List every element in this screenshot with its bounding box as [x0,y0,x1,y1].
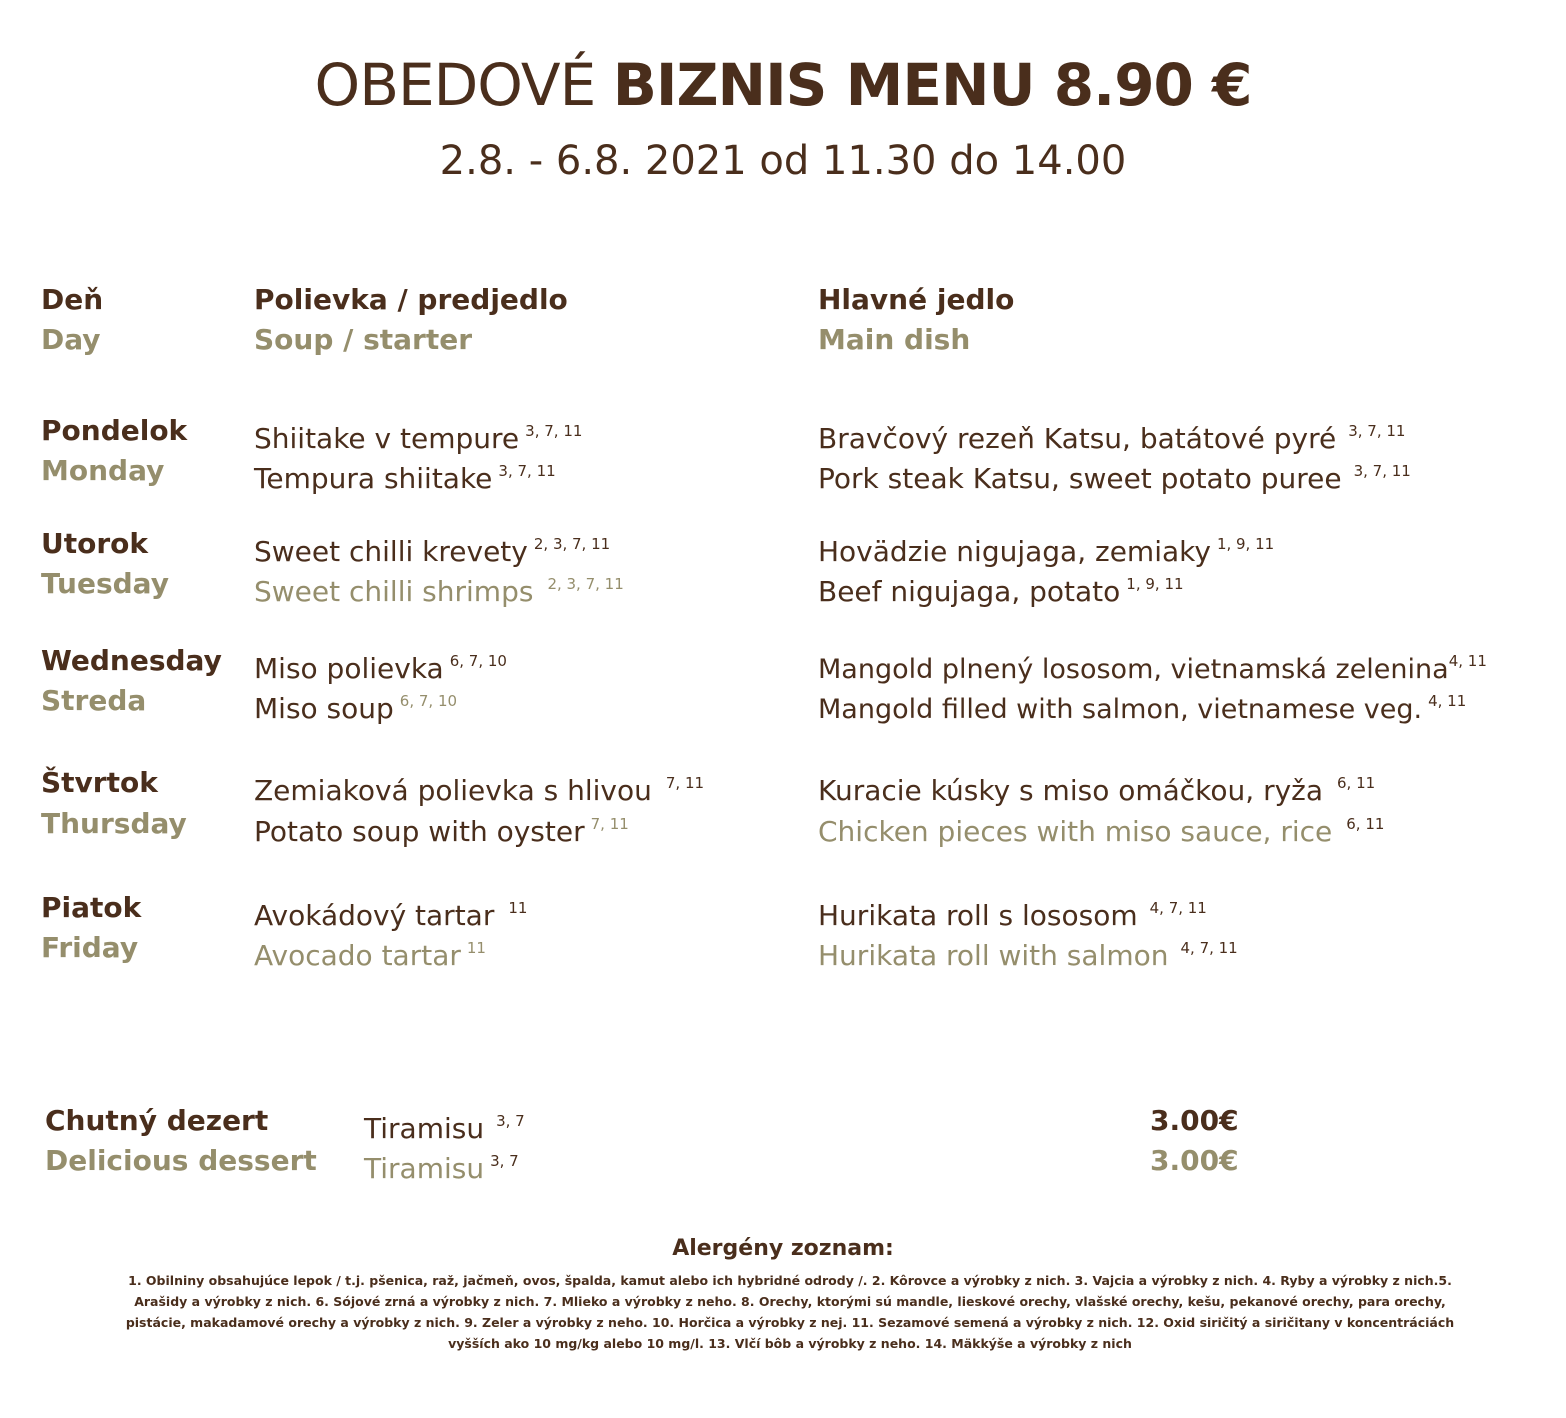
soup-sk: Sweet chilli krevety $^{2, 3, 7, 11}$ [254,535,611,568]
allergen-codes: 3, 7, 11 [1348,422,1406,440]
col-soup-en: Soup / starter [254,323,473,356]
allergen-codes: 6, 11 [1337,774,1376,792]
main-en: Mangold filled with salmon, vietnamese veg. $^{4, 11}$ [818,692,1467,725]
col-main-en: Main dish [818,323,971,356]
dessert-price-en: 3.00€ [1150,1144,1239,1177]
allergen-codes: 3, 7, 11 [1353,462,1411,480]
soup-sk: Shiitake v tempure $^{3, 7, 11}$ [254,422,583,455]
title-light: OBEDOVÉ [314,51,596,119]
col-main-sk: Hlavné jedlo [818,283,1015,316]
main-en: Pork steak Katsu, sweet potato puree $^{3, 7, 11}$ [818,462,1411,495]
dessert-name-sk: Tiramisu $^{3, 7}$ [364,1112,525,1145]
main-sk: Hurikata roll s lososom $^{4, 7, 11}$ [818,899,1207,932]
main-en: Chicken pieces with miso sauce, rice $^{6, 11}$ [818,815,1385,848]
allergen-codes: 4, 11 [1428,692,1467,710]
soup-en: Potato soup with oyster $^{7, 11}$ [254,815,629,848]
allergen-codes: 4, 11 [1448,652,1487,670]
allergen-codes: 7, 11 [665,774,705,792]
page-subtitle: 2.8. - 6.8. 2021 od 11.30 do 14.00 [439,138,1127,184]
main-sk: Hovädzie nigujaga, zemiaky $^{1, 9, 11}$ [818,535,1275,568]
soup-en: Sweet chilli shrimps $^{2, 3, 7, 11}$ [254,575,624,608]
main-sk: Kuracie kúsky s miso omáčkou, ryža $^{6, 11}$ [818,774,1376,807]
dessert-name-en: Tiramisu $^{3, 7}$ [364,1152,519,1185]
day-name-en: Tuesday [41,567,169,600]
day-name-en: Monday [41,454,165,487]
day-name-sk: Piatok [41,891,142,924]
allergen-codes: 2, 3, 7, 11 [533,535,611,553]
dessert-price-sk: 3.00€ [1150,1104,1239,1137]
allergen-codes: 2, 3, 7, 11 [547,575,624,593]
soup-en: Avocado tartar $^{11}$ [254,939,486,972]
allergen-codes: 4, 7, 11 [1149,899,1207,917]
soup-en: Tempura shiitake $^{3, 7, 11}$ [254,462,556,495]
allergen-codes: 3, 7 [490,1152,519,1170]
main-en: Hurikata roll with salmon $^{4, 7, 11}$ [818,939,1238,972]
soup-sk: Zemiaková polievka s hlivou $^{7, 11}$ [254,774,705,807]
allergen-codes: 6, 7, 10 [449,652,507,670]
day-name-sk: Utorok [41,527,149,560]
soup-en: Miso soup $^{6, 7, 10}$ [254,692,458,725]
day-name-en: Thursday [41,807,187,840]
col-day-sk: Deň [41,283,104,316]
soup-sk: Miso polievka $^{6, 7, 10}$ [254,652,507,685]
allergen-codes: 1, 9, 11 [1126,575,1184,593]
allergen-codes: 6, 7, 10 [399,692,458,710]
allergen-codes: 11 [508,899,528,917]
col-day-en: Day [41,323,101,356]
allergen-codes: 6, 11 [1346,815,1385,833]
col-soup-sk: Polievka / predjedlo [254,283,568,316]
allergen-codes: 4, 7, 11 [1180,939,1238,957]
day-name-sk: Pondelok [41,414,188,447]
day-name-en: Friday [41,931,139,964]
day-name-sk: Wednesday [41,644,222,677]
allergen-codes: 11 [466,939,486,957]
allergen-codes: 3, 7 [496,1112,525,1130]
allergen-codes: 7, 11 [590,815,629,833]
title-bold: BIZNIS MENU 8.90 € [612,51,1252,119]
day-name-sk: Štvrtok [41,766,158,799]
allergen-list-text: 1. Obilniny obsahujúce lepok / t.j. pšenica, raž, jačmeň, ovos, špalda, kamut alebo ich hybridné odrody /. 2. Kôrovce a výrobky z nich. 3. Vajcia a výrobky z nich. 4. Ryby a výrobky z nich.5. Arašidy a výrobky z nich. 6. Sójové zrná a výrobky z nich. 7. Mlieko a výrobky z neho. 8. Orechy, ktorými sú mandle, lieskové orechy, vlašské orechy, kešu, pekanové orechy, para orechy, pistácie, makadamové orechy a výrobky z nich. 9. Zeler a výrobky z neho. 10. Horčica a výrobky z nej. 11. Sezamové semená a výrobky z nich. 12. Oxid siričitý a siričitany v koncentráciách vyšších ako 10 mg/kg alebo 10 mg/l. 13. Vlčí bôb a výrobky z neho. 14. Mäkkýše a výrobky z nich [125,1273,1455,1351]
main-sk: Mangold plnený lososom, vietnamská zelenina$^{4, 11}$ [818,652,1487,685]
soup-sk: Avokádový tartar $^{11}$ [254,899,528,932]
dessert-label-sk: Chutný dezert [45,1104,269,1137]
allergen-codes: 1, 9, 11 [1216,535,1275,553]
main-sk: Bravčový rezeň Katsu, batátové pyré $^{3, 7, 11}$ [818,422,1406,455]
allergen-codes: 3, 7, 11 [525,422,583,440]
allergen-codes: 3, 7, 11 [498,462,556,480]
page-title [0,50,1566,120]
day-name-en: Streda [41,684,147,717]
allergen-list-title: Alergény zoznam: [672,1236,894,1261]
dessert-label-en: Delicious dessert [45,1144,317,1177]
main-en: Beef nigujaga, potato $^{1, 9, 11}$ [818,575,1184,608]
